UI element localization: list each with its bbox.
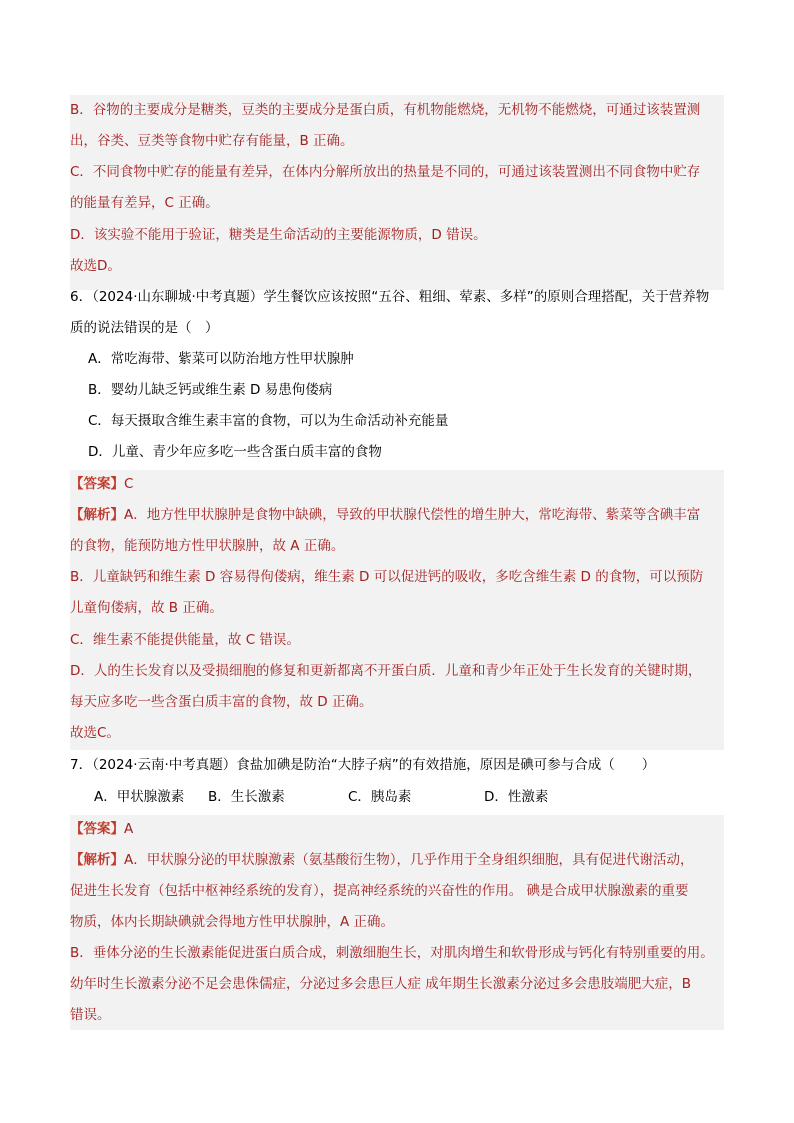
q6-answer xyxy=(70,474,724,494)
q7-analysis-b-line1: B．垂体分泌的生长激素能促进蛋白质合成，刺激细胞生长，对肌肉增生和软骨形成与钙化有特别重要的用。 xyxy=(70,945,714,961)
q7-analysis-a-line2: 促进生长发育（包括中枢神经系统的发育），提高神经系统的兴奋性的作用。 碘是合成甲状腺激素的重要 xyxy=(70,883,689,899)
q7-answer-value: A xyxy=(124,821,134,837)
q7-analysis-b-line2: 幼年时生长激素分泌不足会患侏儒症，分泌过多会患巨人症 成年期生长激素分泌过多会患肢端肥大症，B xyxy=(70,976,692,992)
q7-answer-tag: 【答案】 xyxy=(70,821,124,837)
q6-analysis-b-line1: B．儿童缺钙和维生素 D 容易得佝偻病，维生素 D 可以促进钙的吸收，多吃含维生素 D 的食物，可以预防 xyxy=(70,569,704,585)
q6-option-b: B．婴幼儿缺乏钙或维生素 D 易患佝偻病 xyxy=(88,382,333,398)
explanation-c-line2: 的能量有差异，C 正确。 xyxy=(70,195,219,211)
explanation-c-line1: C．不同食物中贮存的能量有差异，在体内分解所放出的热量是不同的，可通过该装置测出不同食物中贮存 xyxy=(70,164,701,180)
q6-analysis-b-line2: 儿童佝偻病，故 B 正确。 xyxy=(70,600,223,616)
q7-analysis-a-text: A．甲状腺分泌的甲状腺激素（氨基酸衍生物），几乎作用于全身组织细胞，具有促进代谢活动， xyxy=(124,852,694,868)
q7-option-c: C．胰岛素 xyxy=(348,789,412,805)
q6-analysis-d-line2: 每天应多吃一些含蛋白质丰富的食物，故 D 正确。 xyxy=(70,694,373,710)
q7-analysis-tag: 【解析】 xyxy=(70,852,124,868)
q6-analysis-a-line1 xyxy=(70,505,724,525)
explanation-conclusion: 故选D。 xyxy=(70,258,121,274)
q6-analysis-a-text: A．地方性甲状腺肿是食物中缺碘，导致的甲状腺代偿性的增生肿大，常吃海带、紫菜等含碘丰富 xyxy=(124,507,701,523)
q6-answer-value: C xyxy=(124,476,134,492)
q7-analysis-b-line3: 错误。 xyxy=(70,1007,111,1023)
q6-analysis-a-line2: 的食物，能预防地方性甲状腺肿，故 A 正确。 xyxy=(70,538,345,554)
q7-options-row xyxy=(94,787,724,807)
q7-option-a: A．甲状腺激素 xyxy=(94,789,185,805)
q6-answer-tag: 【答案】 xyxy=(70,476,124,492)
explanation-b-line1: B．谷物的主要成分是糖类，豆类的主要成分是蛋白质，有机物能燃烧，无机物不能燃烧，可通过该装置测 xyxy=(70,102,701,118)
q6-stem-line1: 6．（2024·山东聊城·中考真题）学生餐饮应该按照“五谷、粗细、荤素、多样”的原则合理搭配，关于营养物 xyxy=(70,289,710,305)
q6-conclusion: 故选C。 xyxy=(70,725,120,741)
q6-option-d: D．儿童、青少年应多吃一些含蛋白质丰富的食物 xyxy=(88,444,382,460)
q6-option-a: A．常吃海带、紫菜可以防治地方性甲状腺肿 xyxy=(88,351,354,367)
explanation-d-line: D．该实验不能用于验证，糖类是生命活动的主要能源物质，D 错误。 xyxy=(70,227,487,243)
q7-option-d: D．性激素 xyxy=(484,789,549,805)
q6-analysis-d-line1: D．人的生长发育以及受损细胞的修复和更新都离不开蛋白质．儿童和青少年正处于生长发育的关键时期， xyxy=(70,663,702,679)
q7-analysis-a-line1 xyxy=(70,850,724,870)
q6-stem-line2: 质的说法错误的是（ ） xyxy=(70,320,219,336)
q6-option-c: C．每天摄取含维生素丰富的食物，可以为生命活动补充能量 xyxy=(88,413,449,429)
q7-stem: 7．（2024·云南·中考真题）食盐加碘是防治“大脖子病”的有效措施，原因是碘可参与合成（ ） xyxy=(70,757,656,773)
q6-analysis-tag: 【解析】 xyxy=(70,507,124,523)
q7-answer xyxy=(70,819,724,839)
q6-analysis-c-line: C．维生素不能提供能量，故 C 错误。 xyxy=(70,632,300,648)
q7-option-b: B．生长激素 xyxy=(208,789,285,805)
q7-analysis-a-line3: 物质，体内长期缺碘就会得地方性甲状腺肿，A 正确。 xyxy=(70,914,395,930)
explanation-b-line2: 出，谷类、豆类等食物中贮存有能量，B 正确。 xyxy=(70,133,354,149)
